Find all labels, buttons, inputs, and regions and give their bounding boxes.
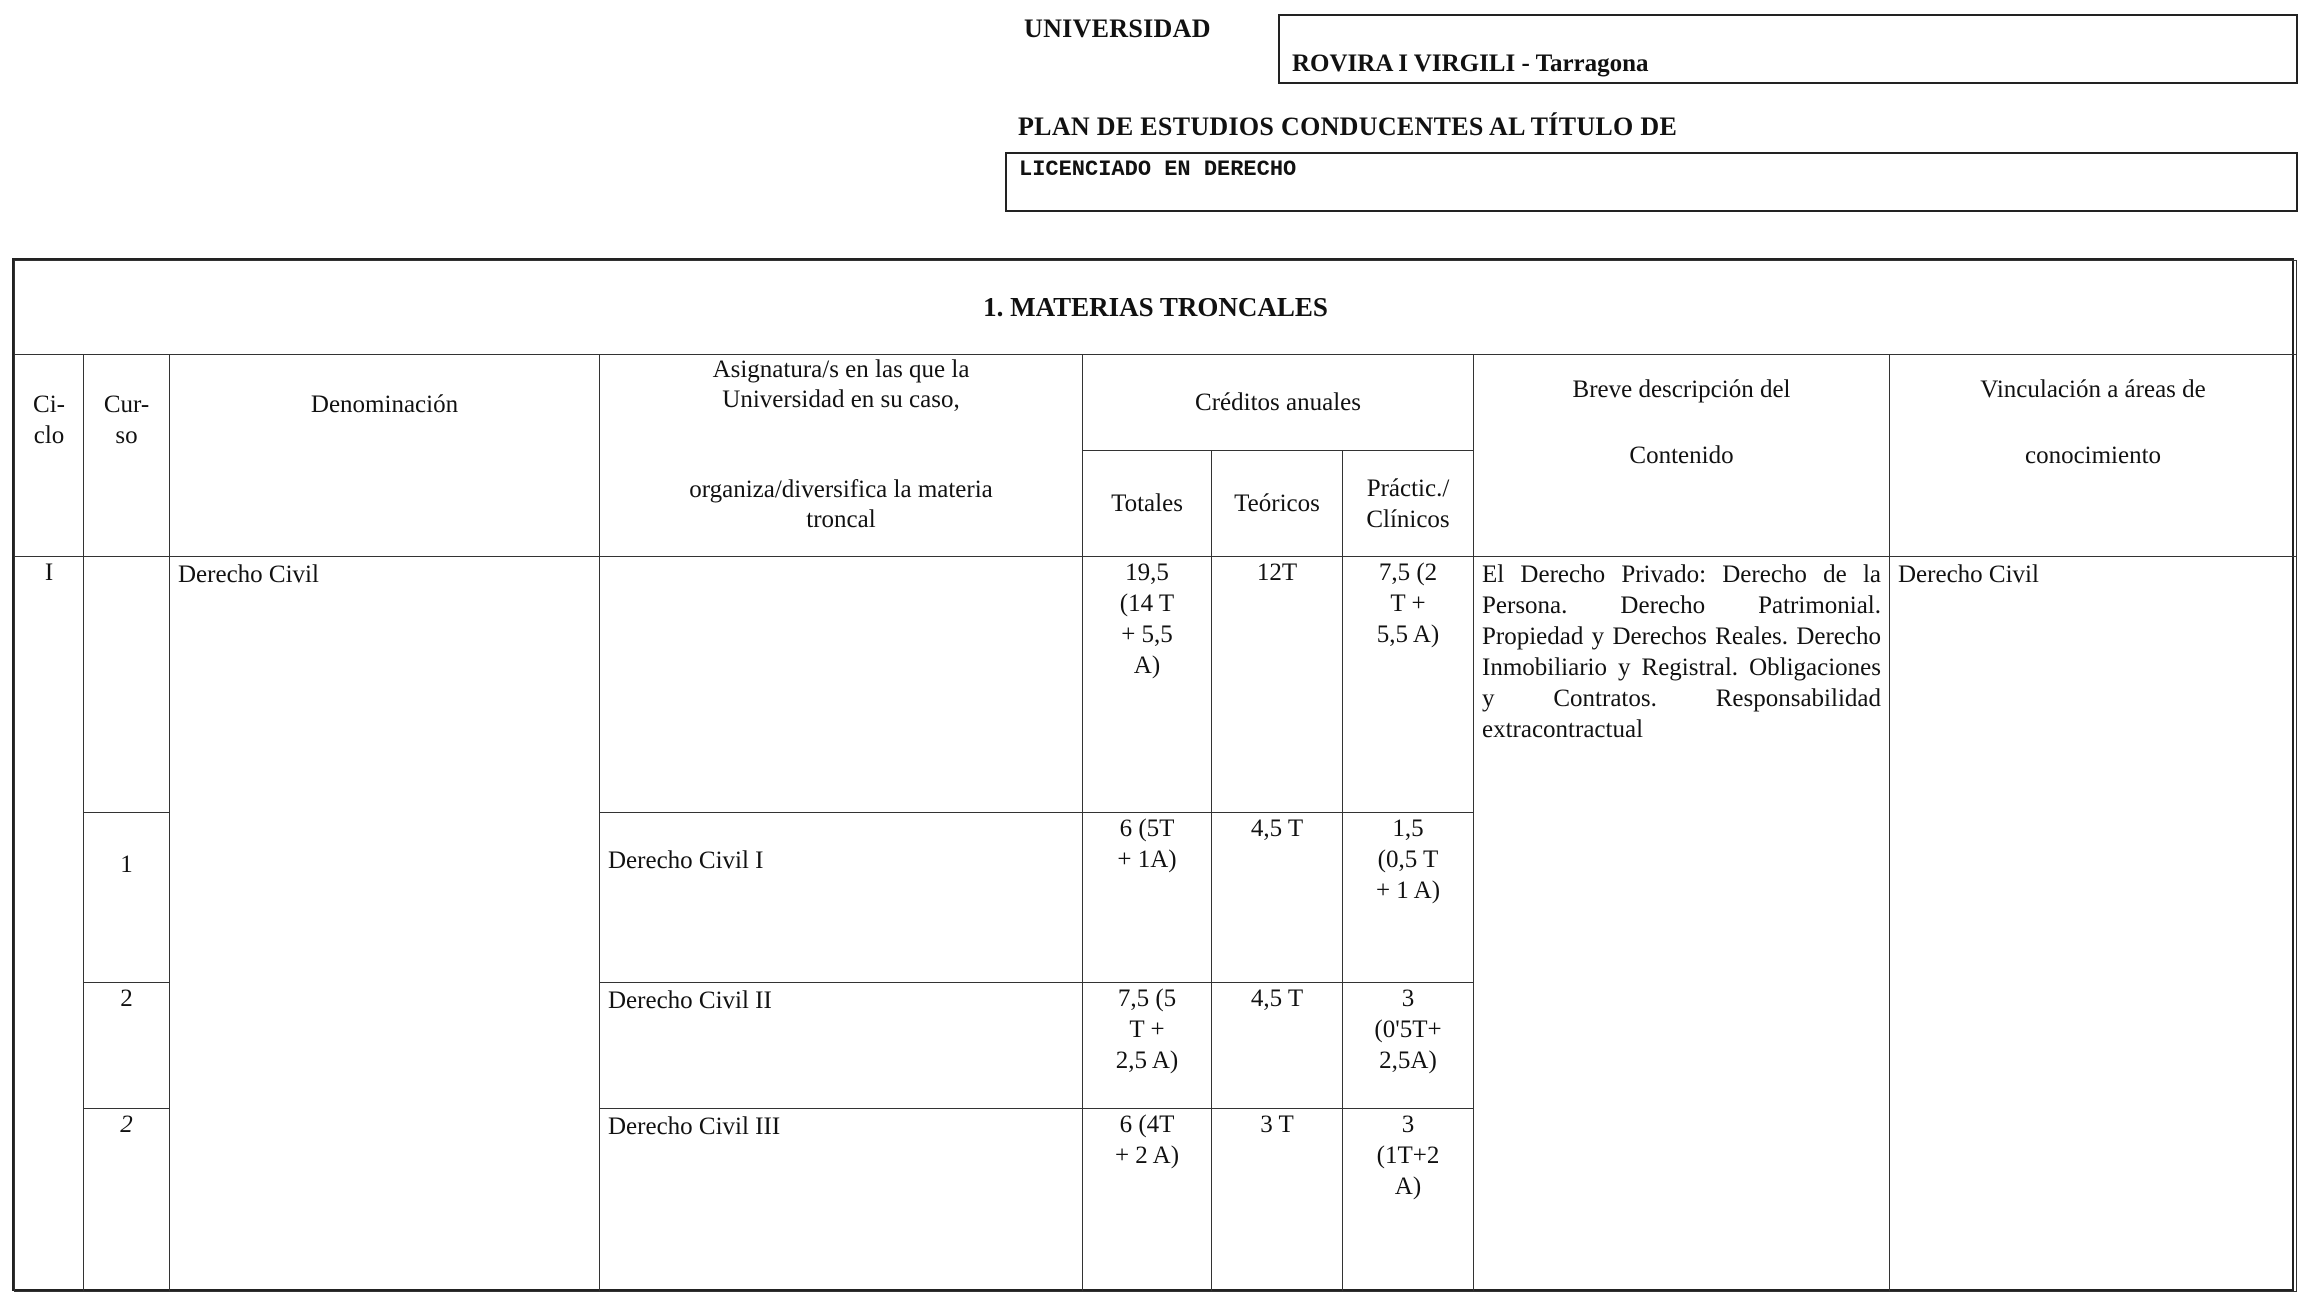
practicos-cell: 3 (1T+2 A) (1343, 1109, 1474, 1292)
curso-cell: 1 (84, 813, 170, 983)
header-row-1 (15, 355, 2297, 451)
totales-cell: 7,5 (5 T + 2,5 A) (1083, 983, 1212, 1109)
asignatura-cell: Derecho Civil II (600, 983, 1083, 1109)
practicos-cell: 1,5 (0,5 T + 1 A) (1343, 813, 1474, 983)
plan-label: PLAN DE ESTUDIOS CONDUCENTES AL TÍTULO DE (1018, 112, 1678, 141)
section-title: 1. MATERIAS TRONCALES (15, 261, 2297, 355)
curso-cell: 2 (84, 1109, 170, 1292)
universidad-value: ROVIRA I VIRGILI - Tarragona (1292, 50, 1649, 77)
section-title-row (15, 261, 2297, 355)
teoricos-cell: 4,5 T (1212, 983, 1343, 1109)
col-descripcion: Breve descripción del Contenido (1474, 355, 1890, 557)
col-denominacion: Denominación (170, 355, 600, 557)
asignatura-cell: Derecho Civil III (600, 1109, 1083, 1292)
teoricos-cell: 4,5 T (1212, 813, 1343, 983)
universidad-label: UNIVERSIDAD (1024, 14, 1211, 43)
asignatura-cell-empty (600, 557, 1083, 813)
col-vinculacion: Vinculación a áreas de conocimiento (1890, 355, 2297, 557)
vinculacion-cell: Derecho Civil (1890, 557, 2297, 1292)
materia-teoricos: 12T (1212, 557, 1343, 813)
practicos-cell: 3 (0'5T+ 2,5A) (1343, 983, 1474, 1109)
titulo-value: LICENCIADO EN DERECHO (1019, 157, 1297, 182)
materias-table (12, 258, 2294, 1291)
titulo-field (1005, 152, 2298, 212)
teoricos-cell: 3 T (1212, 1109, 1343, 1292)
col-asignatura: Asignatura/s en las que la Universidad en su caso, organiza/diversifica la materia troncal (600, 355, 1083, 557)
materia-row (15, 557, 2297, 813)
descripcion-cell: El Derecho Privado: Derecho de la Persona. Derecho Patrimonial. Propiedad y Derechos Reales. Derecho Inmobiliario y Registral. Obligaciones y Contratos. Responsabilidad extracontractual (1474, 557, 1890, 1292)
curso-cell: 2 (84, 983, 170, 1109)
curso-cell-empty (84, 557, 170, 813)
col-curso: Cur- so (84, 355, 170, 557)
col-totales: Totales (1083, 451, 1212, 557)
materia-totales: 19,5 (14 T + 5,5 A) (1083, 557, 1212, 813)
ciclo-cell: I (15, 557, 84, 1292)
materia-practicos: 7,5 (2 T + 5,5 A) (1343, 557, 1474, 813)
totales-cell: 6 (5T + 1A) (1083, 813, 1212, 983)
col-ciclo: Ci- clo (15, 355, 84, 557)
totales-cell: 6 (4T + 2 A) (1083, 1109, 1212, 1292)
col-creditos: Créditos anuales (1083, 355, 1474, 451)
col-teoricos: Teóricos (1212, 451, 1343, 557)
denominacion-cell: Derecho Civil (170, 557, 600, 1292)
universidad-field (1278, 14, 2298, 84)
asignatura-cell: Derecho Civil I (600, 813, 1083, 983)
col-practicos: Práctic./ Clínicos (1343, 451, 1474, 557)
